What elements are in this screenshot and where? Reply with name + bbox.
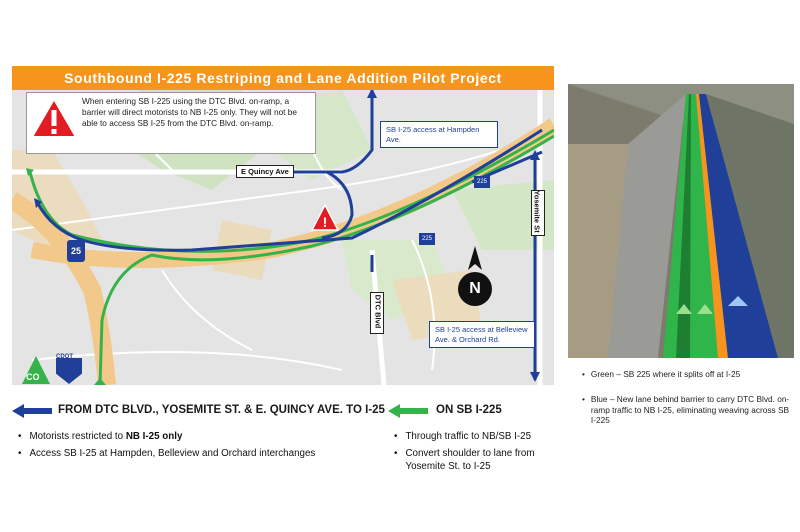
right-section-list (394, 430, 574, 477)
road-label-yosemite: Yosemite St (531, 190, 545, 236)
road-label-dtc: DTC Blvd (370, 292, 384, 334)
left-section-list (18, 430, 378, 464)
left-section-heading: FROM DTC BLVD., YOSEMITE ST. & E. QUINCY AVE. TO I-25 (58, 404, 385, 416)
north-pointer-icon (467, 246, 483, 272)
list-item: • Through traffic to NB/SB I-25 (394, 431, 532, 442)
colorado-logo-text: CO (26, 372, 40, 382)
north-arrow-icon: N (458, 272, 492, 306)
i225-shield: 225 (474, 176, 490, 188)
callout-belleview: SB I-25 access at Belleview Ave. & Orchard Rd. (429, 321, 535, 348)
warning-text: When entering SB I-225 using the DTC Blvd. on-ramp, a barrier will direct motorists to NB I-25 only. They will not be able to access SB I-25 from the DTC Blvd. on-ramp. (82, 96, 298, 128)
list-item: • Motorists restricted to NB I-25 only (18, 431, 183, 442)
page-title: Southbound I-225 Restriping and Lane Addition Pilot Project (12, 66, 554, 90)
i25-shield: 25 (67, 240, 85, 262)
right-section-heading: ON SB I-225 (436, 404, 502, 416)
warning-icon (30, 97, 78, 139)
list-item: • Access SB I-25 at Hampden, Belleview and Orchard interchanges (18, 448, 316, 459)
cdot-logo-text: CDOT (56, 354, 73, 360)
legend-item-blue: • Blue – New lane behind barrier to carry DTC Blvd. on-ramp traffic to NB I-25, eliminating weaving across SB I-225 (582, 394, 790, 426)
i225-shield: 225 (419, 233, 435, 245)
green-arrow-left-icon (388, 404, 428, 418)
blue-arrow-left-icon (12, 404, 52, 418)
list-item: • Convert shoulder to lane from Yosemite St. to I-25 (394, 448, 535, 472)
svg-text:!: ! (322, 214, 328, 230)
aerial-photo (568, 84, 794, 358)
road-label-quincy: E Quincy Ave (236, 165, 294, 178)
legend-item-green: • Green – SB 225 where it splits off at I-25 (582, 369, 741, 379)
callout-hampden: SB I-25 access at Hampden Ave. (380, 121, 498, 148)
